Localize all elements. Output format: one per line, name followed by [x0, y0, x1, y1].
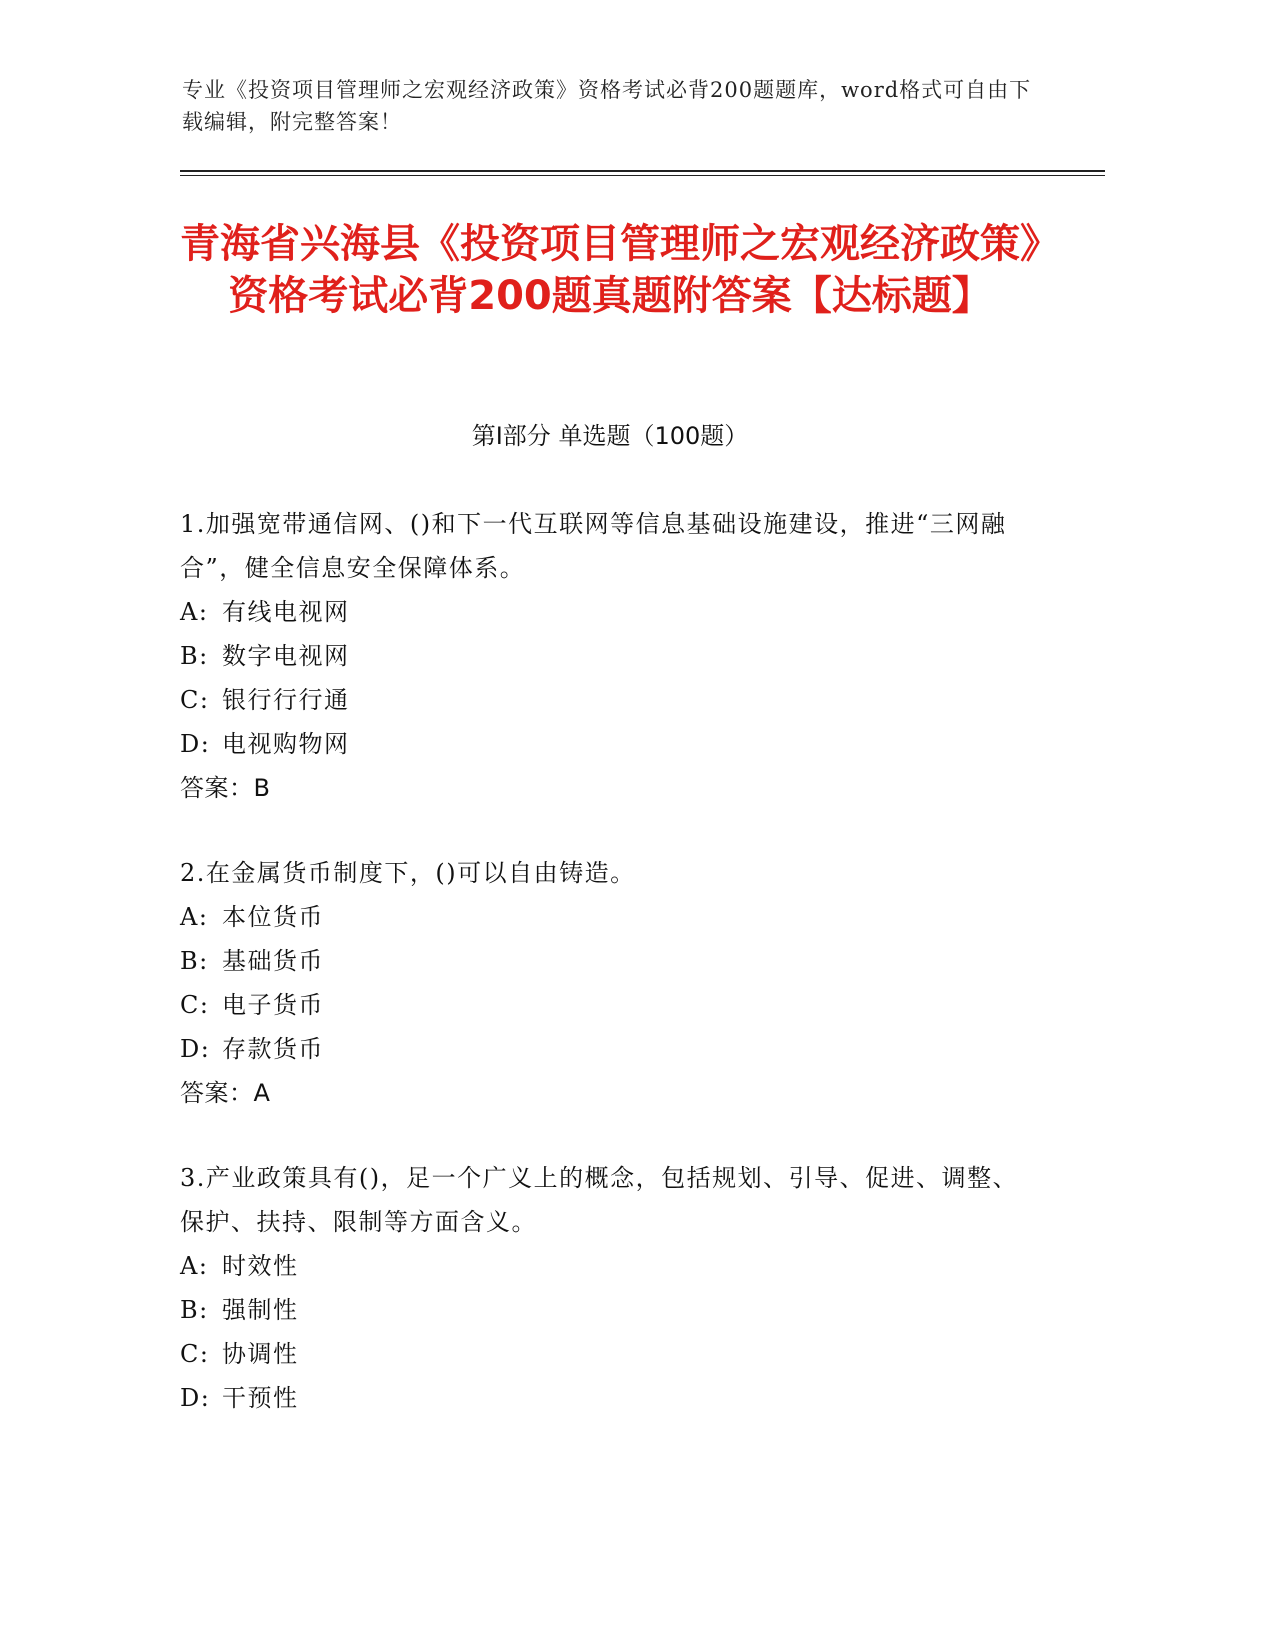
option-text: 存款货币 — [222, 1035, 324, 1063]
option-text: 电子货币 — [222, 991, 324, 1019]
option-a — [180, 590, 1030, 634]
answer: 答案：A — [180, 1079, 271, 1107]
question-2 — [180, 851, 1030, 1115]
header-rule-thin — [180, 175, 1105, 176]
option-letter: A: — [180, 598, 209, 626]
option-a — [180, 895, 1030, 939]
option-text: 本位货币 — [222, 903, 324, 931]
option-letter: C: — [180, 991, 210, 1019]
option-text: 基础货币 — [222, 947, 324, 975]
option-letter: A: — [180, 1252, 209, 1280]
option-letter: B: — [180, 947, 209, 975]
option-letter: B: — [180, 1296, 209, 1324]
option-text: 银行行行通 — [222, 686, 350, 714]
option-text: 强制性 — [222, 1296, 299, 1324]
document-title: 青海省兴海县《投资项目管理师之宏观经济政策》资格考试必背200题真题附答案【达标题】 — [180, 221, 1040, 319]
option-letter: B: — [180, 642, 209, 670]
option-text: 时效性 — [222, 1252, 299, 1280]
option-letter: D: — [180, 730, 211, 758]
header-rule-thick — [180, 170, 1105, 172]
section-title: 第Ⅰ部分 单选题（100题） — [471, 422, 749, 450]
option-c — [180, 1332, 1030, 1376]
answer: 答案：B — [180, 774, 271, 802]
option-c — [180, 983, 1030, 1027]
option-text: 有线电视网 — [222, 598, 350, 626]
option-letter: D: — [180, 1035, 211, 1063]
option-b — [180, 939, 1030, 983]
option-letter: C: — [180, 1340, 210, 1368]
question-3 — [180, 1156, 1030, 1420]
question-1 — [180, 502, 1030, 810]
option-b — [180, 634, 1030, 678]
option-d — [180, 1027, 1030, 1071]
question-stem: 3.产业政策具有()，足一个广义上的概念，包括规划、引导、促进、调整、保护、扶持、限制等方面含义。 — [180, 1164, 1019, 1236]
option-a — [180, 1244, 1030, 1288]
option-letter: D: — [180, 1384, 211, 1412]
option-text: 电视购物网 — [222, 730, 350, 758]
option-c — [180, 678, 1030, 722]
question-stem: 1.加强宽带通信网、()和下一代互联网等信息基础设施建设，推进“三网融合”，健全信息安全保障体系。 — [180, 510, 1007, 582]
option-text: 数字电视网 — [222, 642, 350, 670]
option-letter: C: — [180, 686, 210, 714]
option-letter: A: — [180, 903, 209, 931]
option-text: 协调性 — [222, 1340, 299, 1368]
option-d — [180, 1376, 1030, 1420]
option-text: 干预性 — [222, 1384, 299, 1412]
option-b — [180, 1288, 1030, 1332]
header-note: 专业《投资项目管理师之宏观经济政策》资格考试必背200题题库，word格式可自由下载编辑，附完整答案！ — [182, 78, 1032, 134]
question-stem: 2.在金属货币制度下，()可以自由铸造。 — [180, 859, 636, 887]
option-d — [180, 722, 1030, 766]
